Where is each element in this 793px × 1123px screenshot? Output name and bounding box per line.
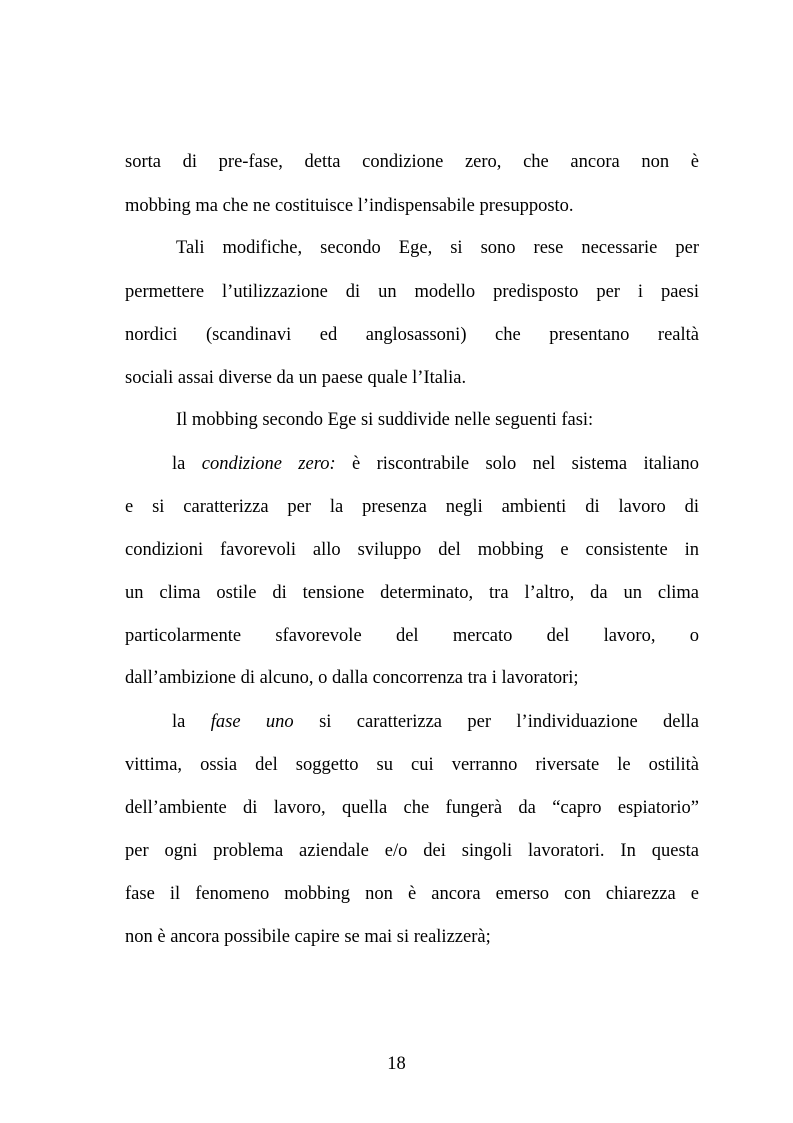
page-number: 18 bbox=[387, 1054, 406, 1074]
text-line: nordici (scandinavi ed anglosassoni) che presentano realtà bbox=[125, 325, 699, 345]
text-line bbox=[172, 453, 699, 475]
text-line: mobbing ma che ne costituisce l’indispensabile presupposto. bbox=[125, 196, 574, 216]
text-run: la bbox=[172, 454, 186, 474]
text-line: condizioni favorevoli allo sviluppo del mobbing e consistente in bbox=[125, 540, 699, 560]
text-run: si caratterizza per l’individuazione della bbox=[319, 712, 699, 732]
text-line: sociali assai diverse da un paese quale l’Italia. bbox=[125, 368, 467, 388]
text-line: dell’ambiente di lavoro, quella che fungerà da “capro espiatorio” bbox=[125, 798, 699, 818]
text-line: un clima ostile di tensione determinato, tra l’altro, da un clima bbox=[125, 583, 699, 603]
text-run: la bbox=[172, 712, 186, 732]
text-run: è riscontrabile solo nel sistema italiano bbox=[352, 454, 700, 474]
italic-term: fase uno bbox=[210, 712, 294, 732]
text-line: Tali modifiche, secondo Ege, si sono rese necessarie per bbox=[176, 238, 699, 258]
italic-term: condizione zero: bbox=[201, 454, 336, 474]
text-line: dall’ambizione di alcuno, o dalla concorrenza tra i lavoratori; bbox=[125, 668, 579, 688]
text-line: vittima, ossia del soggetto su cui verranno riversate le ostilità bbox=[125, 755, 699, 775]
text-line: e si caratterizza per la presenza negli ambienti di lavoro di bbox=[125, 497, 699, 517]
text-line: permettere l’utilizzazione di un modello predisposto per i paesi bbox=[125, 282, 699, 302]
text-line: particolarmente sfavorevole del mercato del lavoro, o bbox=[125, 626, 699, 646]
text-line: fase il fenomeno mobbing non è ancora emerso con chiarezza e bbox=[125, 884, 699, 904]
text-line: non è ancora possibile capire se mai si realizzerà; bbox=[125, 927, 491, 947]
text-line: per ogni problema aziendale e/o dei singoli lavoratori. In questa bbox=[125, 841, 699, 861]
text-line: Il mobbing secondo Ege si suddivide nelle seguenti fasi: bbox=[176, 410, 594, 430]
text-line: sorta di pre-fase, detta condizione zero, che ancora non è bbox=[125, 152, 699, 172]
text-line bbox=[172, 711, 699, 733]
